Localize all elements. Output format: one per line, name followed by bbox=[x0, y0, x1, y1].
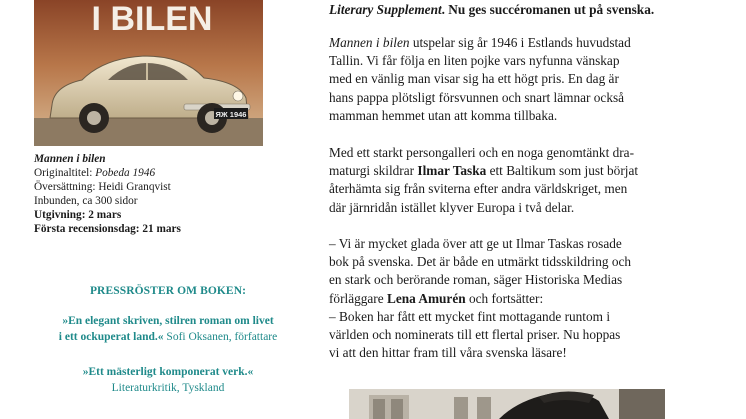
review-date: Första recensionsdag: 21 mars bbox=[34, 223, 181, 236]
author-photo-illustration bbox=[349, 389, 665, 419]
press-quote-1 bbox=[34, 313, 302, 345]
quote-line-2: bok på svenska. Det är både en utmärkt tidsskildring och bbox=[329, 254, 632, 270]
quote-line-4-post: och fortsätter: bbox=[465, 290, 544, 306]
paragraph-quote bbox=[329, 235, 631, 362]
quote-line-4-pre: förläggare bbox=[329, 290, 387, 306]
intro-line bbox=[329, 1, 654, 19]
original-title: Pobeda 1946 bbox=[95, 167, 156, 180]
original-title-line bbox=[34, 166, 274, 180]
quote-2-line-1: »Ett mästerligt komponerat verk.« bbox=[82, 366, 254, 378]
paragraph-author bbox=[329, 144, 638, 217]
quote-line-1: – Vi är mycket glada över att ge ut Ilmar Taskas rosade bbox=[329, 236, 622, 251]
format-info: Inbunden, ca 300 sidor bbox=[34, 195, 138, 208]
author-line-1: Med ett starkt persongalleri och en noga genomtänkt dra- bbox=[329, 145, 634, 160]
book-info bbox=[34, 152, 274, 237]
cover-title-text: I BILEN bbox=[91, 0, 213, 38]
author-photo bbox=[349, 389, 665, 419]
intro-rest: . Nu ges succéromanen ut på svenska. bbox=[441, 2, 655, 17]
synopsis-line-2: Tallin. Vi får följa en liten pojke vars nyfunna vänskap bbox=[329, 53, 620, 69]
quote-line-3: en stark och berörande roman, säger Historiska Medias bbox=[329, 272, 623, 288]
release-date: Utgivning: 2 mars bbox=[34, 209, 122, 222]
quote-2-source: Literaturkritik, Tyskland bbox=[111, 382, 225, 394]
synopsis-line-1-rest: utspelar sig år 1946 i Estlands huvudstad bbox=[409, 35, 631, 50]
quote-1-line-1: »En elegant skriven, stilren roman om livet bbox=[62, 315, 274, 327]
intro-italic: Literary Supplement bbox=[329, 2, 442, 17]
synopsis-line-5: mamman hemmet utan att komma tillbaka. bbox=[329, 107, 558, 123]
car-illustration bbox=[34, 0, 263, 146]
author-line-4: där järnridån istället klyver Europa i två delar. bbox=[329, 199, 575, 215]
quote-line-7: vi att den hittar fram till våra svenska läsare! bbox=[329, 345, 567, 361]
publisher-name: Lena Amurén bbox=[386, 290, 466, 306]
author-line-3: återhämta sig från sviterna efter andra världskriget, men bbox=[329, 181, 628, 197]
quote-line-4 bbox=[329, 290, 631, 308]
book-title: Mannen i bilen bbox=[34, 153, 106, 165]
original-title-label: Originaltitel: bbox=[34, 167, 96, 180]
book-cover-image bbox=[34, 0, 263, 146]
quote-line-6: världen och nominerats till ett flertal priser. Nu hoppas bbox=[329, 327, 621, 343]
synopsis-line-4: hans pappa plötsligt försvunnen och snart lämnar också bbox=[329, 89, 625, 105]
quote-1-source: Sofi Oksanen, författare bbox=[163, 331, 278, 343]
synopsis-line-3: med en vänlig man visar sig ha ett högt pris. En dag är bbox=[329, 71, 619, 87]
press-quote-2 bbox=[34, 364, 302, 396]
quote-1-line-2 bbox=[34, 329, 302, 345]
author-line-2-post: ett Baltikum som just börjat bbox=[486, 163, 639, 179]
synopsis-line-1 bbox=[329, 34, 631, 52]
synopsis-title: Mannen i bilen bbox=[329, 35, 410, 50]
quote-1-line-2-bold: i ett ockuperat land.« bbox=[58, 331, 164, 343]
paragraph-synopsis bbox=[329, 34, 631, 125]
translation-info: Översättning: Heidi Granqvist bbox=[34, 181, 171, 194]
press-heading: PRESSRÖSTER OM BOKEN: bbox=[89, 285, 247, 297]
author-line-2 bbox=[329, 162, 638, 180]
author-name: Ilmar Taska bbox=[417, 163, 487, 179]
author-line-2-pre: maturgi skildrar bbox=[329, 163, 418, 179]
license-plate-text: ЯЖ 1946 bbox=[215, 110, 247, 119]
quote-line-5: – Boken har fått ett mycket fint mottagande runtom i bbox=[329, 308, 611, 324]
